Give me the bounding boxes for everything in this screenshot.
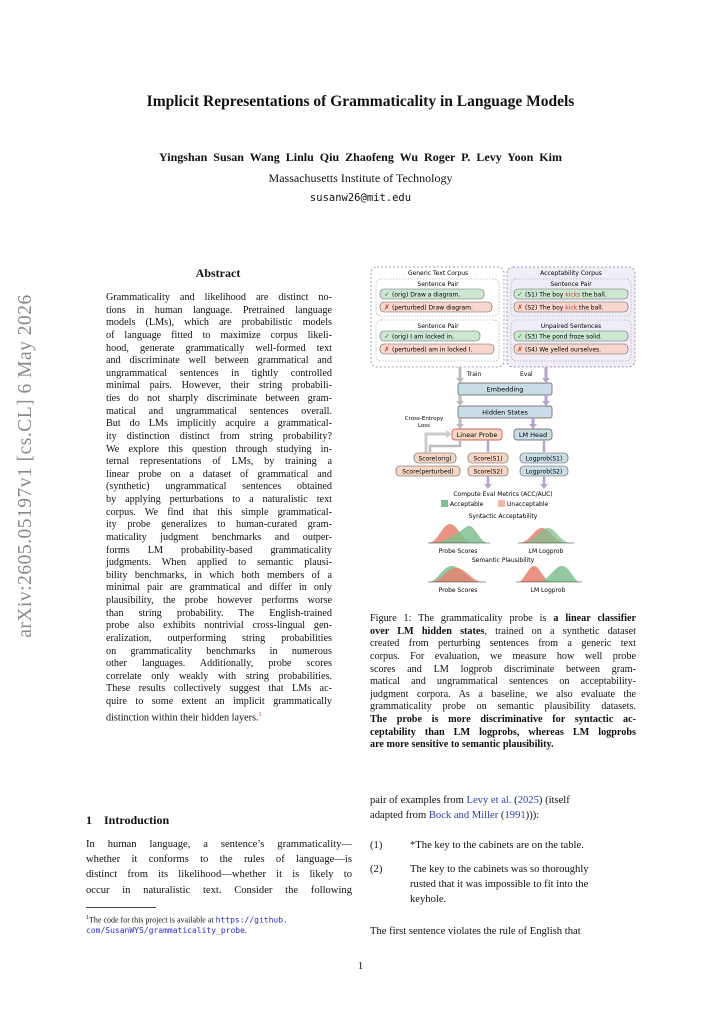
caption-line [370,676,636,689]
example-1-number: (1) [370,840,383,851]
caption-line [370,689,636,702]
abstract-line: corpus. We find that this simple grammatical- [106,506,332,518]
linear-probe-label: Linear Probe [456,431,498,439]
acceptability-corpus-title: Acceptability Corpus [540,270,602,277]
check-icon: ✓ [384,332,390,341]
caption-text: matical and ungrammatical sentences on acceptability- [370,676,636,688]
abstract-line: other languages. Additionally, probe scores [106,658,332,670]
intro-line: occur in naturalistic text. Consider the following [86,884,352,896]
abstract-line: plausibility, the probe however performs worse [106,595,332,606]
abstract-line: minimal pair are grammatical and differ in only [106,582,332,594]
section-heading-introduction [86,813,169,828]
score-s2-label: Score(S2) [473,468,503,476]
example-2-line: The key to the cabinets was so thoroughly [410,864,589,875]
caption-line [370,714,636,727]
sentence-pair-label: Sentence Pair [550,281,592,288]
unpaired-sentences-label: Unpaired Sentences [540,323,602,330]
abstract-line: matical and ungrammatical sentences overall. [106,405,332,417]
section-number: 1 [86,813,92,827]
footnote-rule [86,907,156,908]
example-2-line: keyhole. [410,894,447,906]
abstract-line: Grammaticality and likelihood are distinct no- [106,292,332,303]
semantic-plausibility-label: Semantic Plausibility [471,557,535,564]
generic-orig-text-2: (orig) I am locked in. [392,333,454,341]
lm-head-label: LM Head [518,431,548,439]
caption-text: judgment corpora. As a baseline, we also evaluate the [370,688,636,700]
example-2-line: rusted that it was impossible to fit into the [410,879,589,891]
caption-line [370,613,636,626]
footnote-url-part-1[interactable]: https://github. [215,915,288,925]
author-list: Yingshan Susan Wang Linlu Qiu Zhaofeng Wu Roger P. Levy Yoon Kim [159,150,562,164]
caption-text: created from perturbing sentences from a generic text [370,638,636,650]
logprob-s2-label: Logprob(S2) [525,468,563,476]
abstract-line: hood, generate grammatically well-formed text [106,342,332,354]
caption-bold-text: over LM hidden states [370,625,485,637]
example-2-number: (2) [370,864,383,875]
intro-line: distinct from its likelihood—whether it is likely to [86,869,352,881]
embedding-label: Embedding [486,385,524,394]
score-s1-label: Score(S1) [473,455,503,463]
citation-levy-year[interactable]: 2025 [517,795,539,806]
footnote-text: The code for this project is available at [89,915,216,925]
syntactic-probe-distribution [428,524,490,543]
eval-metrics-label: Compute Eval Metrics (ACC/AUC) [453,491,553,498]
caption-line [370,739,636,752]
abstract-line: of language fitted to maximize corpus likeli- [106,329,332,341]
abstract-line [106,709,332,725]
introduction-text [86,837,352,898]
footnote-end: . [244,925,247,935]
abstract-line: by applying perturbations to a naturalistic text [106,494,332,505]
abstract-body [106,292,332,725]
check-icon: ✓ [384,290,390,299]
abstract-line: ity distinction distinct from string probability? [106,430,332,442]
col2-text: (itself [542,795,570,806]
legend-unacceptable-swatch [498,500,505,507]
score-orig-label: Score(orig) [418,455,452,463]
col2-text: adapted from [370,810,429,821]
paper-title: Implicit Representations of Grammaticality in Language Models [146,93,575,110]
sentence-pair-label: Sentence Pair [417,281,459,288]
hidden-states-label: Hidden States [482,408,528,417]
legend-acceptable: Acceptable [450,501,484,508]
abstract-line: (synthetic) ungrammatical sentences obtained [106,481,332,493]
footnote-url-part-2[interactable]: com/SusanWYS/grammaticality_probe [86,925,245,935]
abstract-line: and discriminate well between grammatical and [106,355,332,367]
abstract-line: eralization, outperforming string probabilities [106,632,332,644]
probe-scores-label: Probe Scores [438,587,478,594]
caption-bold-text: The probe is more discriminative for syntactic ac- [370,714,636,725]
abstract-line: models (LMs), which are probabilistic models [106,317,332,329]
legend-acceptable-swatch [441,500,448,507]
abstract-line: quire to some extent an implicit grammatically [106,696,332,707]
cross-icon: ✗ [517,345,523,354]
example-1-text: *The key to the cabinets are on the table. [410,840,584,851]
abstract-line: bility benchmarks, in which both members of a [106,569,332,581]
generic-corpus-title: Generic Text Corpus [407,270,469,277]
caption-text: grammaticality probe on semantic plausibility datasets. [370,701,636,713]
col2-last-line: The first sentence violates the rule of English that [370,926,581,937]
semantic-probe-distribution [428,566,486,582]
abstract-line: ternal representations of LMs, by training a [106,456,332,468]
syntactic-acceptability-label: Syntactic Acceptability [468,513,538,520]
cross-icon: ✗ [384,303,390,312]
abstract-line: correlate only weakly with string probabilities. [106,670,332,682]
figure-1-caption [370,613,636,752]
caption-line [370,638,636,651]
col2-line-2: adapted from Bock and Miller (1991))): [370,810,540,821]
generic-pert-text-2: (perturbed) am in locked I. [392,346,473,354]
probe-scores-label: Probe Scores [438,548,478,555]
caption-line [370,701,636,714]
generic-pert-text-1: (perturbed) Draw diagram. [392,304,473,312]
logprob-s1-label: Logprob(S1) [525,455,563,463]
caption-bold-text: are more sensitive to semantic plausibility. [370,739,554,751]
citation-levy[interactable]: Levy et al. [466,795,512,806]
sentence-pair-label: Sentence Pair [417,323,459,330]
abstract-line: ungrammatical sentences in tightly controlled [106,367,332,379]
footnote-reference[interactable]: 1 [258,711,262,718]
citation-bock-miller[interactable]: Bock and Miller [428,810,499,821]
loss-label: Loss [417,423,431,429]
acceptability-s2-text: (S2) The boy kick the ball. [525,304,604,312]
abstract-line: We explore this question through studying in- [106,443,332,455]
col2-text: pair of examples from [370,795,467,806]
citation-bock-miller-year[interactable]: 1991 [504,810,526,821]
abstract-line: ity probe generalizes to human-curated gram- [106,519,332,531]
abstract-line: than string probability. The English-trained [106,607,332,619]
caption-line [370,727,636,740]
abstract-line: probe also exhibits nontrivial cross-lingual gen- [106,620,332,632]
footnote-mark: 1 [86,915,89,921]
semantic-logprob-distribution [516,566,582,582]
eval-label: Eval [520,371,533,378]
check-icon: ✓ [517,332,523,341]
abstract-line: minimal pairs. However, their string probabili- [106,380,332,392]
example-1 [370,838,636,853]
abstract-line: forms LM probability-based grammaticality [106,544,332,556]
abstract-line: tions in human language. Pretrained language [106,304,332,316]
affiliation: Massachusetts Institute of Technology [268,171,453,185]
acceptability-s3-text: (S3) The pond froze solid. [525,333,602,341]
lm-logprob-label: LM Logprob [530,587,566,594]
contact-email[interactable]: susanw26@mit.edu [309,192,412,204]
abstract-line: But do LMs implicitly acquire a grammatical- [106,418,332,430]
section-title: Introduction [104,813,170,827]
col2-line-1: pair of examples from Levy et al. (2025) (itself [370,795,570,806]
acceptability-s4-text: (S4) We yelled ourselves. [525,346,602,354]
caption-line [370,664,636,677]
figure-1-diagram [368,262,638,602]
cross-icon: ✗ [384,345,390,354]
caption-text: corpus. For evaluation, we measure how well probe [370,650,636,662]
check-icon: ✓ [517,290,523,299]
arxiv-identifier: arXiv:2605.05197v1 [cs.CL] 6 May 2026 [15,294,36,638]
caption-text: , trained on a synthetic dataset [484,625,636,637]
caption-line [370,626,636,639]
example-2 [370,862,636,906]
acceptability-s1-text: (S1) The boy kicks the ball. [525,291,607,299]
caption-bold-text: a linear classifier [553,613,636,624]
abstract-line: ties do not sharply discriminate between gram- [106,393,332,404]
abstract-line-text: distinction within their hidden layers. [106,712,259,724]
cross-icon: ✗ [517,303,523,312]
caption-line [370,651,636,664]
caption-bold-text: ceptability than LM logprobs, whereas LM logprobs [370,726,636,738]
generic-orig-text-1: (orig) Draw a diagram. [392,291,461,299]
caption-text: Figure 1: The grammaticality probe is [370,613,554,624]
abstract-line: maticality judgment benchmarks and outper- [106,531,332,543]
train-label: Train [467,371,482,378]
abstract-line: These results collectively suggest that LMs ac- [106,683,332,695]
syntactic-logprob-distribution [518,528,574,543]
lm-logprob-label: LM Logprob [528,548,564,555]
caption-text: scores and LM logprob discriminate between gram- [370,663,636,675]
abstract-heading: Abstract [195,266,241,280]
intro-line: In human language, a sentence’s grammaticality— [86,839,352,850]
cross-entropy-label: Cross-Entropy [404,416,444,422]
col2-text: )): [529,810,540,821]
example-2-text [410,862,636,908]
abstract-line: judgments. When applied to semantic plausi- [106,557,332,569]
footnote [86,913,354,936]
intro-line: whether it conforms to the rules of language—is [86,854,352,866]
abstract-line: on grammaticality benchmarks in numerous [106,645,332,657]
abstract-line: linear probe on a dataset of grammatical and [106,468,332,480]
legend-unacceptable: Unacceptable [507,501,549,508]
score-perturbed-label: Score(perturbed) [402,468,454,476]
page-number: 1 [357,960,364,972]
